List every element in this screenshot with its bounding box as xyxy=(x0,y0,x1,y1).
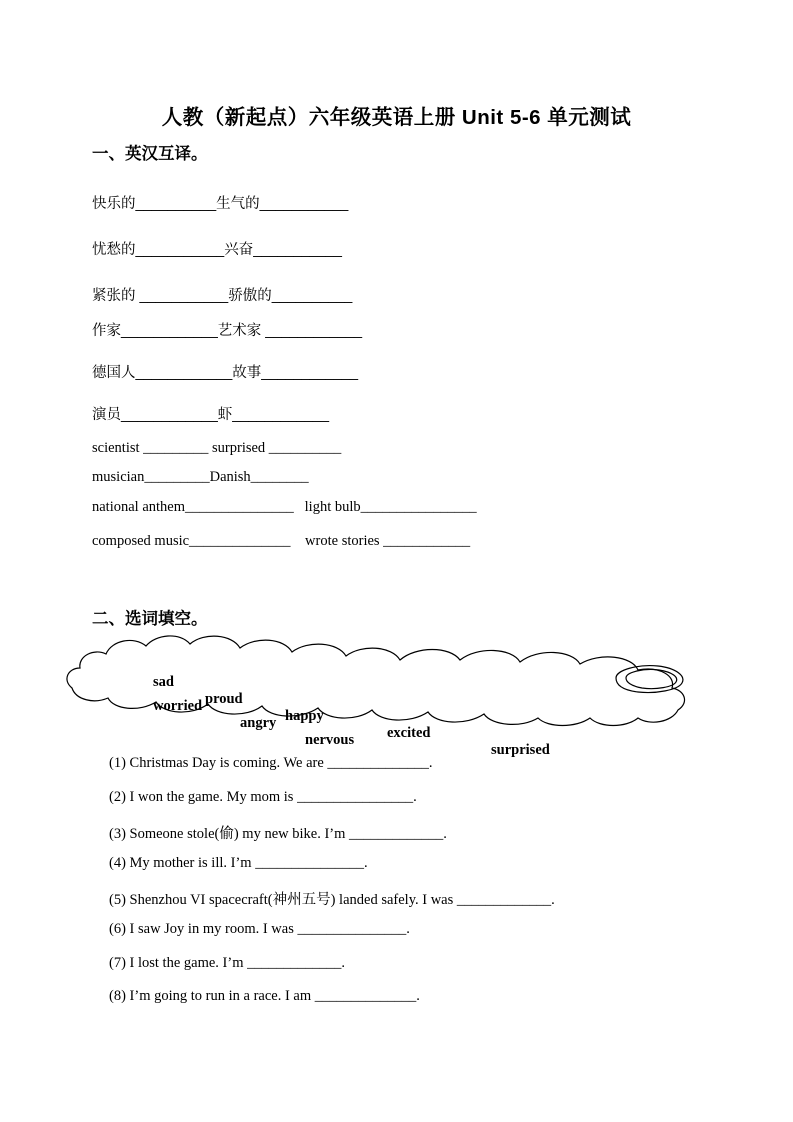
question-6: (6) I saw Joy in my room. I was _______________. xyxy=(109,921,410,937)
question-4: (4) My mother is ill. I’m _______________. xyxy=(109,855,368,871)
word-worried: worried xyxy=(153,698,203,714)
word-bank-cloud xyxy=(60,630,710,758)
translation-line-4: 作家____________艺术家 ____________ xyxy=(92,323,363,339)
word-surprised: surprised xyxy=(491,742,550,758)
translation-line-10: composed music______________ wrote stories ____________ xyxy=(92,533,471,549)
translation-line-7: scientist _________ surprised __________ xyxy=(92,440,342,456)
word-nervous: nervous xyxy=(305,732,355,748)
word-bank-row-2 xyxy=(60,681,710,766)
word-excited: excited xyxy=(387,725,431,741)
word-bank-words xyxy=(60,630,710,758)
translation-line-6: 演员____________虾____________ xyxy=(92,407,330,423)
question-2: (2) I won the game. My mom is ________________. xyxy=(109,789,417,805)
translation-line-1: 快乐的__________生气的___________ xyxy=(92,196,349,212)
section-1-heading: 一、英汉互译。 xyxy=(92,145,208,163)
word-proud: proud xyxy=(205,691,243,707)
question-3: (3) Someone stole(偷) my new bike. I’m _____________. xyxy=(109,826,447,842)
translation-line-5: 德国人____________故事____________ xyxy=(92,365,359,381)
question-1: (1) Christmas Day is coming. We are ______________. xyxy=(109,755,433,771)
translation-line-3: 紧张的 ___________骄傲的__________ xyxy=(92,288,353,304)
question-7: (7) I lost the game. I’m _____________. xyxy=(109,955,345,971)
question-8: (8) I’m going to run in a race. I am ______________. xyxy=(109,988,420,1004)
translation-line-2: 忧愁的___________兴奋___________ xyxy=(92,242,342,258)
page-title: 人教（新起点）六年级英语上册 Unit 5-6 单元测试 xyxy=(161,106,632,129)
translation-line-8: musician_________Danish________ xyxy=(92,469,309,485)
word-angry: angry xyxy=(240,715,277,731)
word-sad: sad xyxy=(153,674,174,690)
translation-line-9: national anthem_______________ light bulb________________ xyxy=(92,499,477,515)
question-5: (5) Shenzhou VI spacecraft(神州五号) landed safely. I was _____________. xyxy=(109,892,555,908)
word-happy: happy xyxy=(285,708,324,724)
section-2-heading: 二、选词填空。 xyxy=(92,610,208,628)
